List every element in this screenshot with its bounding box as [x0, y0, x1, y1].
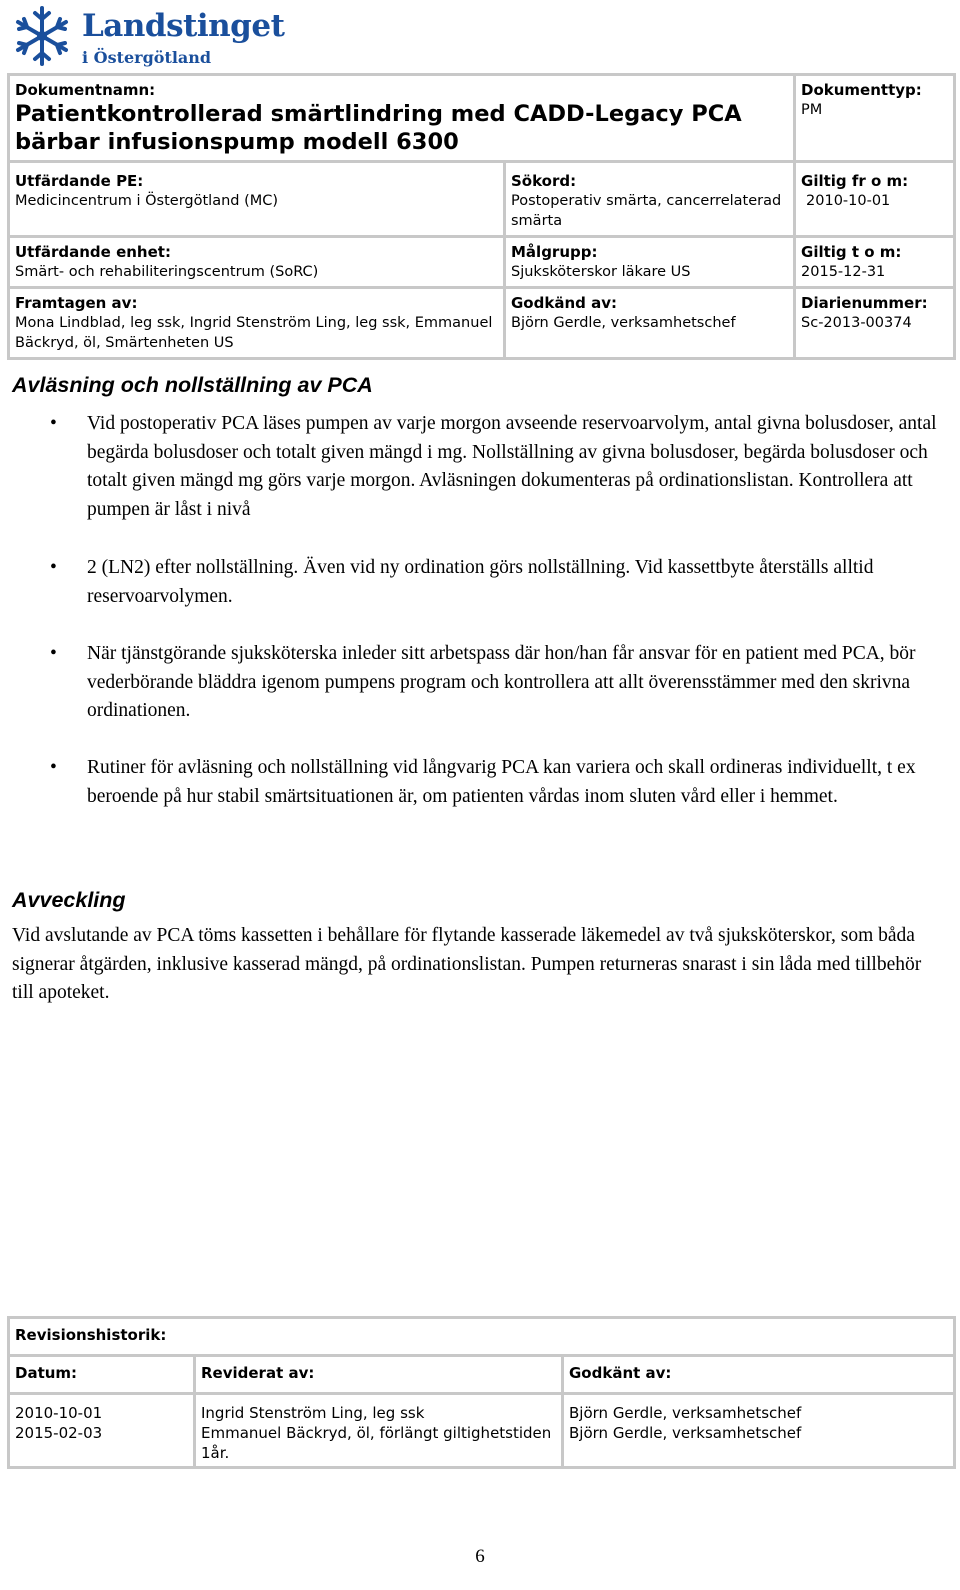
diary: Sc-2013-00374 [801, 315, 912, 331]
decommission-paragraph: Vid avslutande av PCA töms kassetten i behållare för flytande kasserade läkemedel av två sjuksköterskor, som båda signerar åtgärden, inklusive kasserad mängd, på ordinationslistan. Pumpen returneras snarast i sin låda med tillbehör till apoteket. [12, 925, 922, 1003]
diary-label: Diarienummer: [801, 294, 928, 312]
bullet-icon: • [50, 643, 57, 664]
issuer-label: Utfärdande PE: [15, 172, 144, 190]
issuer-cell [9, 162, 505, 237]
doc-name-label: Dokumentnamn: [15, 81, 156, 99]
list-item-text: När tjänstgörande sjuksköterska inleder sitt arbetspass där hon/han får ansvar för en patient med PCA, bör vederbörande bläddra igenom pumpens program och kontrollera att allt överensstämmer med den skrivna ordinationen. [87, 643, 916, 721]
doc-name-cell [9, 75, 795, 162]
list-item [12, 554, 942, 640]
list-item-text: 2 (LN2) efter nollställning. Även vid ny ordination görs nollställning. Vid kassettbyte återställs alltid reservoarvolymen. [87, 557, 874, 607]
col-header-date: Datum: [9, 1356, 195, 1394]
doc-type: PM [801, 102, 823, 118]
unit: Smärt- och rehabiliteringscentrum (SoRC) [15, 264, 319, 280]
keywords-label: Sökord: [511, 172, 577, 190]
approved: Björn Gerdle, verksamhetschef [511, 315, 736, 331]
keywords-cell [505, 162, 795, 237]
logo-subtitle: i Östergötland [82, 48, 212, 67]
revision-approver: Björn Gerdle, verksamhetschef [569, 1404, 802, 1422]
approved-label: Godkänd av: [511, 294, 617, 312]
valid-to-label: Giltig t o m: [801, 243, 902, 261]
valid-from: 2010-10-01 [806, 193, 891, 209]
revision-history-table [7, 1316, 956, 1469]
valid-from-cell [795, 162, 955, 237]
revision-authors [195, 1394, 563, 1468]
revision-approver: Björn Gerdle, verksamhetschef [569, 1424, 802, 1442]
valid-from-label: Giltig fr o m: [801, 172, 909, 190]
doc-type-cell [795, 75, 955, 162]
approved-cell [505, 288, 795, 359]
target-label: Målgrupp: [511, 243, 598, 261]
document-header-table [7, 73, 956, 360]
valid-to: 2015-12-31 [801, 264, 886, 280]
list-item-text: Rutiner för avläsning och nollställning vid långvarig PCA kan variera och skall ordineras individuellt, t ex beroende på hur stabil smärtsituationen är, om patienten vårdas inom sluten vård eller i hemmet. [87, 757, 916, 807]
logo [10, 4, 310, 70]
list-item-text: Vid postoperativ PCA läses pumpen av varje morgon avseende reservoarvolym, antal givna bolusdoser, antal begärda bolusdoser och totalt given mängd i mg. Nollställning av givna bolusdoser, begärda bolusdoser och totalt given mängd mg görs varje morgon. Avläsningen dokumenteras på ordinationslistan. Kontrollera att pumpen är låst i nivå [87, 413, 937, 520]
list-item [12, 754, 942, 811]
doc-type-label: Dokumenttyp: [801, 81, 922, 99]
list-item [12, 640, 942, 754]
doc-name: Patientkontrollerad smärtlindring med CADD-Legacy PCA bärbar infusionspump modell 6300 [15, 101, 742, 155]
author-label: Framtagen av: [15, 294, 138, 312]
revision-approvers [563, 1394, 955, 1468]
list-item [12, 410, 942, 554]
bullet-icon: • [50, 557, 57, 578]
section-heading-reading: Avläsning och nollställning av PCA [12, 373, 373, 397]
bullet-icon: • [50, 757, 57, 778]
section-heading-decommission: Avveckling [12, 888, 126, 912]
valid-to-cell [795, 237, 955, 288]
col-header-approved: Godkänt av: [563, 1356, 955, 1394]
target-cell [505, 237, 795, 288]
author-cell [9, 288, 505, 359]
logo-name: Landstinget [82, 8, 285, 44]
page-number: 6 [475, 1546, 485, 1567]
bullet-list [12, 410, 942, 811]
unit-label: Utfärdande enhet: [15, 243, 171, 261]
keywords: Postoperativ smärta, cancerrelaterad smärta [511, 193, 782, 229]
table-row [9, 1394, 955, 1468]
author: Mona Lindblad, leg ssk, Ingrid Stenström Ling, leg ssk, Emmanuel Bäckryd, öl, Smärtenheten US [15, 315, 493, 351]
col-header-revised: Reviderat av: [195, 1356, 563, 1394]
bullet-icon: • [50, 413, 57, 434]
revision-date: 2015-02-03 [15, 1424, 103, 1442]
revision-title: Revisionshistorik: [9, 1318, 955, 1356]
revision-dates [9, 1394, 195, 1468]
snowflake-emblem-icon [10, 4, 74, 68]
unit-cell [9, 237, 505, 288]
revision-author: Emmanuel Bäckryd, öl, förlängt giltighetstiden 1år. [201, 1424, 552, 1462]
diary-cell [795, 288, 955, 359]
issuer: Medicincentrum i Östergötland (MC) [15, 193, 279, 209]
target: Sjuksköterskor läkare US [511, 264, 691, 280]
revision-date: 2010-10-01 [15, 1404, 103, 1422]
revision-author: Ingrid Stenström Ling, leg ssk [201, 1404, 425, 1422]
